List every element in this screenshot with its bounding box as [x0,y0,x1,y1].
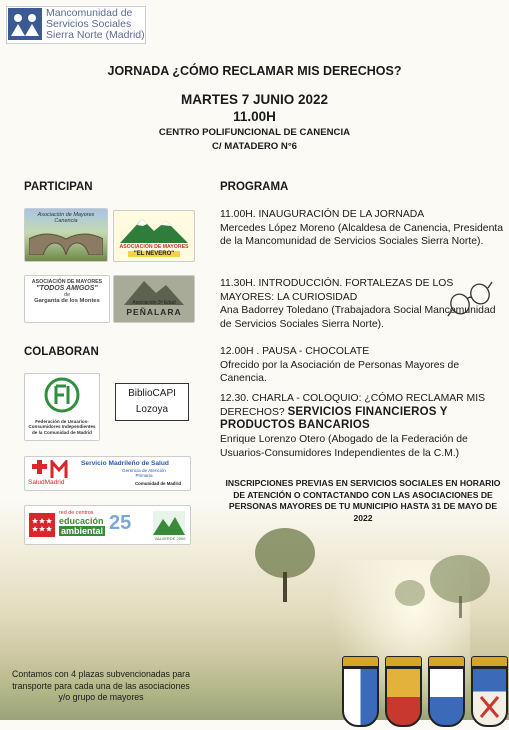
inscripciones-note: INSCRIPCIONES PREVIAS EN SERVICIOS SOCIALES EN HORARIO DE ATENCIÓN O CONTACTANDO CON LAS ASOCIACIONES DE PERSONAS MAYORES DE TU MUNICIPIO HASTA 31 DE MAYO DE 2022 [225,478,501,523]
logo-todos-amigos-sub: "TODOS AMIGOS" [36,285,98,292]
bibliocapi-line2: Lozoya [135,404,169,415]
item2-title: 11.30H. INTRODUCCIÓN. FORTALEZAS DE LOS MAYORES: LA CURIOSIDAD [220,278,454,303]
logo-todos-amigos [24,275,110,323]
programa-heading: PROGRAMA [220,181,289,193]
logo-mayores-canencia-text: Asociación de Mayores Canencia [37,212,95,224]
event-date: MARTES 7 JUNIO 2022 [180,92,329,107]
salud-sub: Gerencia de Atención Primaria [122,468,166,479]
colaboran-heading: COLABORAN [24,346,99,358]
shield-4-icon [471,656,508,727]
edu-anniversary: 25 [109,512,132,534]
edu-line1: red de centros [59,510,94,516]
item1-body: Mercedes López Moreno (Alcaldesa de Canencia, Presidenta de la Mancomunidad de Servicios Sociales Sierra Norte). [220,222,504,248]
logo-el-nevero [113,210,195,262]
logo-penalara [113,275,195,323]
shield-3-icon [428,656,465,727]
programa-item-2 [220,277,496,332]
logo-penalara-sub: PEÑALARA [126,307,182,317]
logo-todos-amigos-de: de [63,292,71,298]
logo-todos-amigos-text: ASOCIACIÓN DE MAYORES [31,279,103,285]
item4-title: 12.30. CHARLA - COLOQUIO: ¿CÓMO RECLAMAR MIS DERECHOS? [220,393,486,418]
tree-trunk [283,572,287,602]
salud-title: Servicio Madrileño de Salud [81,460,169,467]
transport-note: Contamos con 4 plazas subvencionadas para transporte para cada una de las asociaciones y/o grupo de mayores [11,669,190,702]
logo-el-nevero-sub: "EL NEVERO" [128,251,180,257]
programa-item-1 [220,208,505,249]
item4-body: Enrique Lorenzo Otero (Abogado de la Federación de Usuarios-Consumidores Independientes de la C.M.) [220,434,468,459]
logo-el-nevero-text: ASOCIACIÓN DE MAYORES [119,244,189,250]
logo-salud-madrid [24,456,191,491]
salud-madrid-brand: SaludMadrid [28,479,65,486]
logo-educacion-ambiental [24,505,191,545]
item4-highlight: SERVICIOS FINANCIEROS Y PRODUCTOS BANCARIOS [220,405,448,432]
glasses-icon [446,280,494,323]
salud-cm: Comunidad de Madrid [135,481,182,486]
participan-heading: PARTICIPAN [24,181,93,193]
event-title: JORNADA ¿CÓMO RECLAMAR MIS DERECHOS? [107,64,402,78]
tree [395,580,425,606]
programa-item-4 [220,392,505,461]
tree-trunk [459,596,462,618]
org-logo-mark [8,8,42,40]
logo-mayores-canencia [24,208,108,262]
edu-line2: educación [59,516,104,526]
cm-flag-icon [29,513,55,537]
org-line2: Servicios Sociales [46,18,132,30]
edu-line3: ambiental [61,526,104,536]
item3-title: 12.00H . PAUSA - CHOCOLATE [220,346,370,357]
logo-federacion-usuarios [24,373,100,441]
org-name [46,8,145,41]
event-venue: CENTRO POLIFUNCIONAL DE CANENCIA [158,127,351,138]
salud-madrid-icon [28,460,74,480]
event-time: 11.00H [233,109,276,124]
org-line3: Sierra Norte (Madrid) [46,29,145,41]
tree [255,528,315,578]
item2-body: Ana Badorrey Toledano (Trabajadora Social Mancomunidad de Servicios Sociales Sierra Norte). [220,305,496,331]
logo-bibliocapi [115,383,189,421]
federacion-emblem-icon [42,376,82,414]
valverde-text: VALVERDE 2000 [154,536,186,541]
org-line1: Mancomunidad de [46,7,133,19]
shield-1-icon [342,656,379,727]
item1-title: 11.00H. INAUGURACIÓN DE LA JORNADA [220,209,425,220]
logo-penalara-text: Asociación 3ª Edad [132,300,176,306]
bibliocapi-line1: BiblioCAPI [128,388,176,399]
programa-item-3 [220,345,505,386]
event-address: C/ MATADERO N°6 [211,141,298,152]
valverde-logo-icon [153,511,185,535]
logo-todos-amigos-place: Garganta de los Montes [34,298,100,304]
item3-body: Ofrecido por la Asociación de Personas Mayores de Canencia. [220,359,460,385]
shield-2-icon [385,656,422,727]
federacion-text: Federación de Usuarios-Consumidores Independientes de la Comunidad de Madrid [28,419,96,435]
